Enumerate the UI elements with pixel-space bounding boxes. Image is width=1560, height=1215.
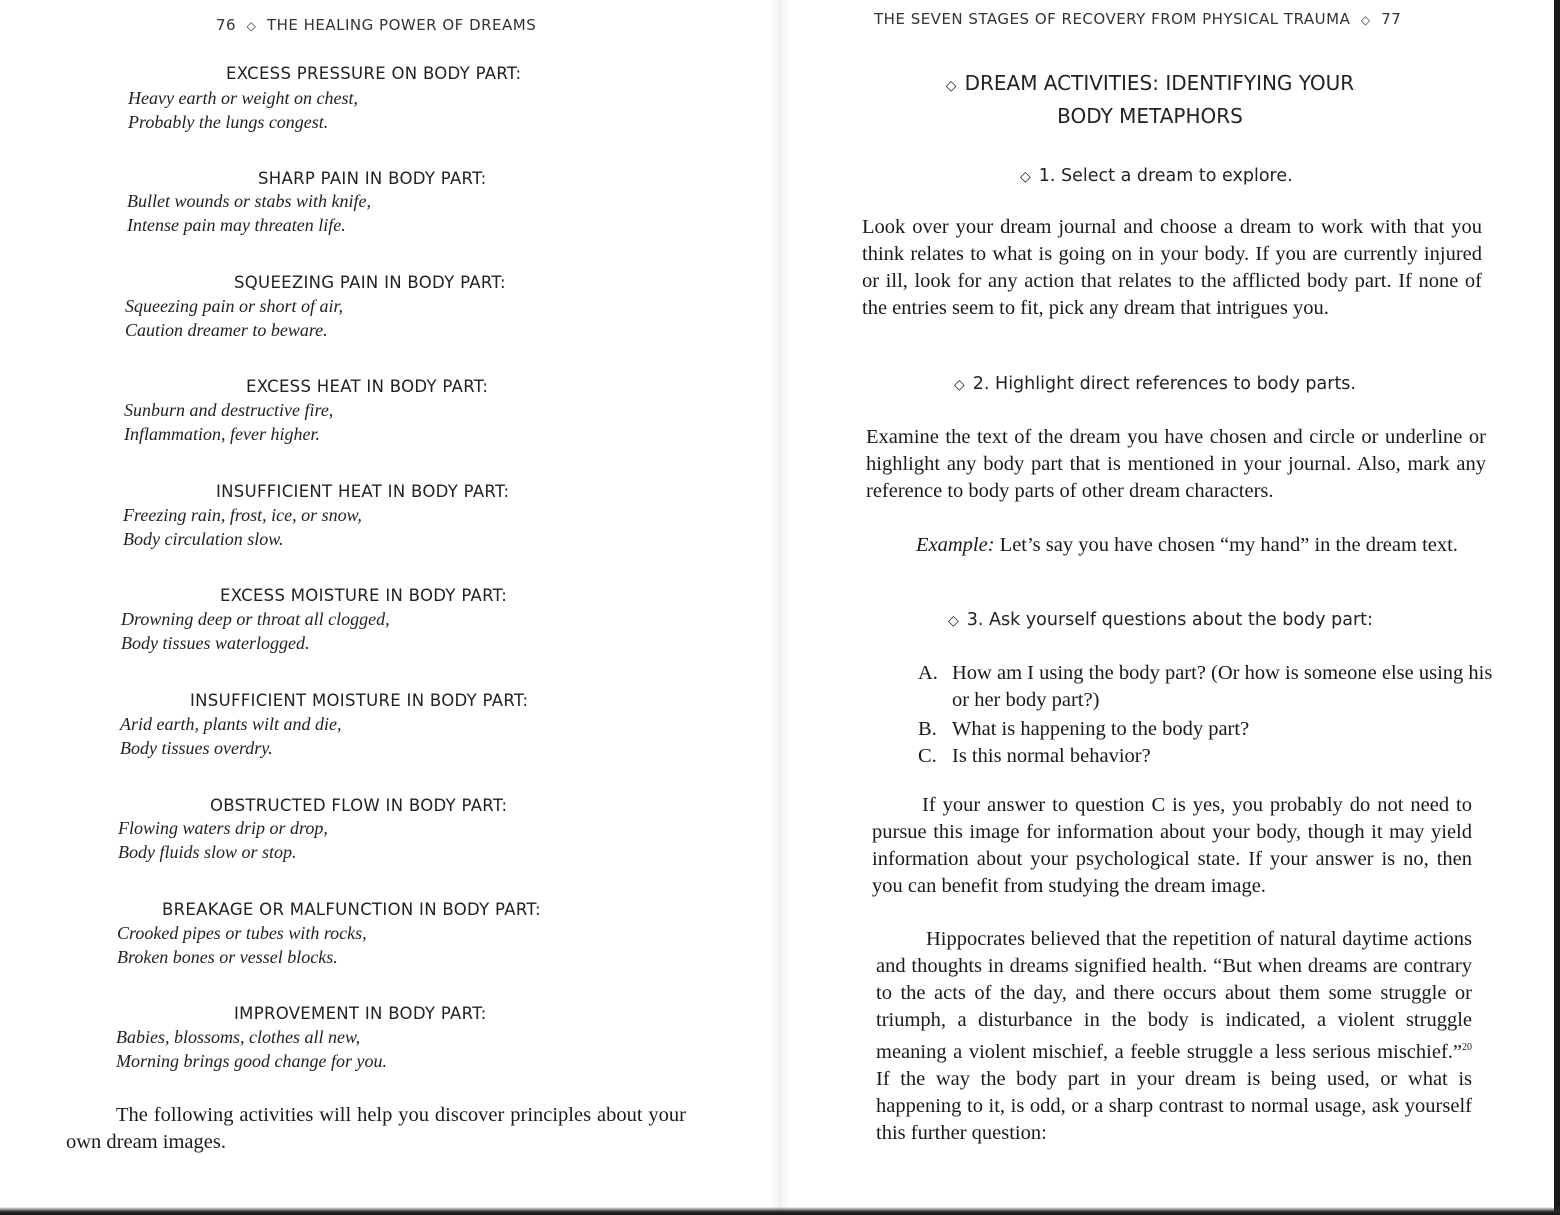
chapter-title: THE SEVEN STAGES OF RECOVERY FROM PHYSICAL TRAUMA [874,10,1351,28]
verse-line: Crooked pipes or tubes with rocks, [117,923,367,943]
step-heading [948,610,1373,630]
verse-line: Body tissues waterlogged. [121,633,310,653]
question-letter: A. [918,662,938,684]
section-title-line1: DREAM ACTIVITIES: IDENTIFYING YOUR [964,71,1355,95]
header-diamond-icon: ◇ [1360,13,1371,27]
verse-line: Morning brings good change for you. [116,1051,387,1071]
verse-line: Flowing waters drip or drop, [118,818,328,838]
step-label: 2. Highlight direct references to body parts. [972,374,1356,394]
left-page-number: 76 [216,16,237,34]
verse-line: Body circulation slow. [123,529,284,549]
verse-line: Caution dreamer to beware. [125,320,328,340]
stanza-title: BREAKAGE OR MALFUNCTION IN BODY PART: [162,900,541,919]
stanza-title: SQUEEZING PAIN IN BODY PART: [234,273,506,292]
hippocrates-continuation: If the way the body part in your dream is being used, or what is happening to it, is odd, or a sharp contrast to normal usage, ask yourself this further question: [876,1067,1472,1144]
verse-line: Babies, blossoms, clothes all new, [116,1027,361,1047]
hippocrates-quote: Hippocrates believed that the repetition of natural daytime actions and thoughts in dreams signified health. “But when dreams are contrary to the acts of the day, and there occurs about them some struggle or triumph, a disturbance in the body is indicated, a violent struggle meaning a violent mischief, a feeble struggle a less serious mischief.” [876,928,1472,1063]
step2-paragraph: Examine the text of the dream you have chosen and circle or underline or highlight any body part that is mentioned in your journal. Also, mark any reference to body parts of other dream characters. [866,426,1486,502]
verse-line: Probably the lungs congest. [128,112,329,132]
verse-line: Body tissues overdry. [120,738,273,758]
book-title: THE HEALING POWER OF DREAMS [266,16,537,34]
verse-line: Inflammation, fever higher. [124,424,320,444]
right-page [780,0,1560,1215]
question-text: What is happening to the body part? [952,718,1250,740]
question-text: How am I using the body part? (Or how is someone else using his or her body part?) [952,662,1493,711]
step-heading [954,374,1356,394]
verse-line: Body fluids slow or stop. [118,842,297,862]
verse-line: Squeezing pain or short of air, [125,296,344,316]
stanza-title: EXCESS PRESSURE ON BODY PART: [226,64,522,83]
verse-line: Broken bones or vessel blocks. [117,947,338,967]
verse-line: Drowning deep or throat all clogged, [121,609,390,629]
header-diamond-icon: ◇ [246,19,257,33]
verse-line: Heavy earth or weight on chest, [128,88,358,108]
example-label: Example: [916,534,995,556]
question-item [918,743,1512,770]
question-letter: B. [918,718,937,740]
step-label: 1. Select a dream to explore. [1038,166,1293,186]
right-page-number: 77 [1381,10,1402,28]
verse-line: Freezing rain, frost, ice, or snow, [123,505,362,525]
footnote-ref: 20 [1462,1042,1472,1053]
section-title [860,68,1440,131]
verse-line: Sunburn and destructive fire, [124,400,334,420]
question-text: Is this normal behavior? [952,745,1151,767]
closing-paragraph: The following activities will help you discover principles about your own dream images. [66,1104,686,1153]
step-label: 3. Ask yourself questions about the body part: [966,610,1373,630]
step-diamond-icon: ◇ [1020,169,1031,185]
right-running-head [874,10,1401,28]
stanza-title: INSUFFICIENT MOISTURE IN BODY PART: [190,691,529,710]
question-item [918,660,1512,714]
answer-paragraph: If your answer to question C is yes, you probably do not need to pursue this image for information about your body, though it may yield information about your psychological state. If your answer is no, then you can benefit from studying the dream image. [872,794,1472,897]
question-letter: C. [918,745,937,767]
step-diamond-icon: ◇ [954,377,965,393]
left-running-head [216,16,536,34]
question-item [918,716,1512,743]
hippocrates-paragraph [876,926,1472,1147]
verse-line: Bullet wounds or stabs with knife, [127,191,372,211]
stanza-title: OBSTRUCTED FLOW IN BODY PART: [210,796,508,815]
step-diamond-icon: ◇ [948,613,959,629]
step1-paragraph: Look over your dream journal and choose a dream to work with that you think relates to what is going on in your body. If you are currently injured or ill, look for any action that relates to the afflicted body part. If none of the entries seem to fit, pick any dream that intrigues you. [862,216,1482,319]
stanza-title: EXCESS HEAT IN BODY PART: [246,377,489,396]
verse-line: Arid earth, plants wilt and die, [120,714,342,734]
example-text: Let’s say you have chosen “my hand” in the dream text. [999,534,1458,556]
stanza-title: EXCESS MOISTURE IN BODY PART: [220,586,508,605]
example-paragraph [866,532,1486,559]
section-title-line2: BODY METAPHORS [1057,104,1243,128]
stanza-title: INSUFFICIENT HEAT IN BODY PART: [216,482,510,501]
section-diamond-icon: ◇ [945,78,957,94]
stanza-title: IMPROVEMENT IN BODY PART: [234,1004,487,1023]
verse-line: Intense pain may threaten life. [127,215,346,235]
stanza-title: SHARP PAIN IN BODY PART: [258,169,487,188]
step-heading [1020,166,1293,186]
